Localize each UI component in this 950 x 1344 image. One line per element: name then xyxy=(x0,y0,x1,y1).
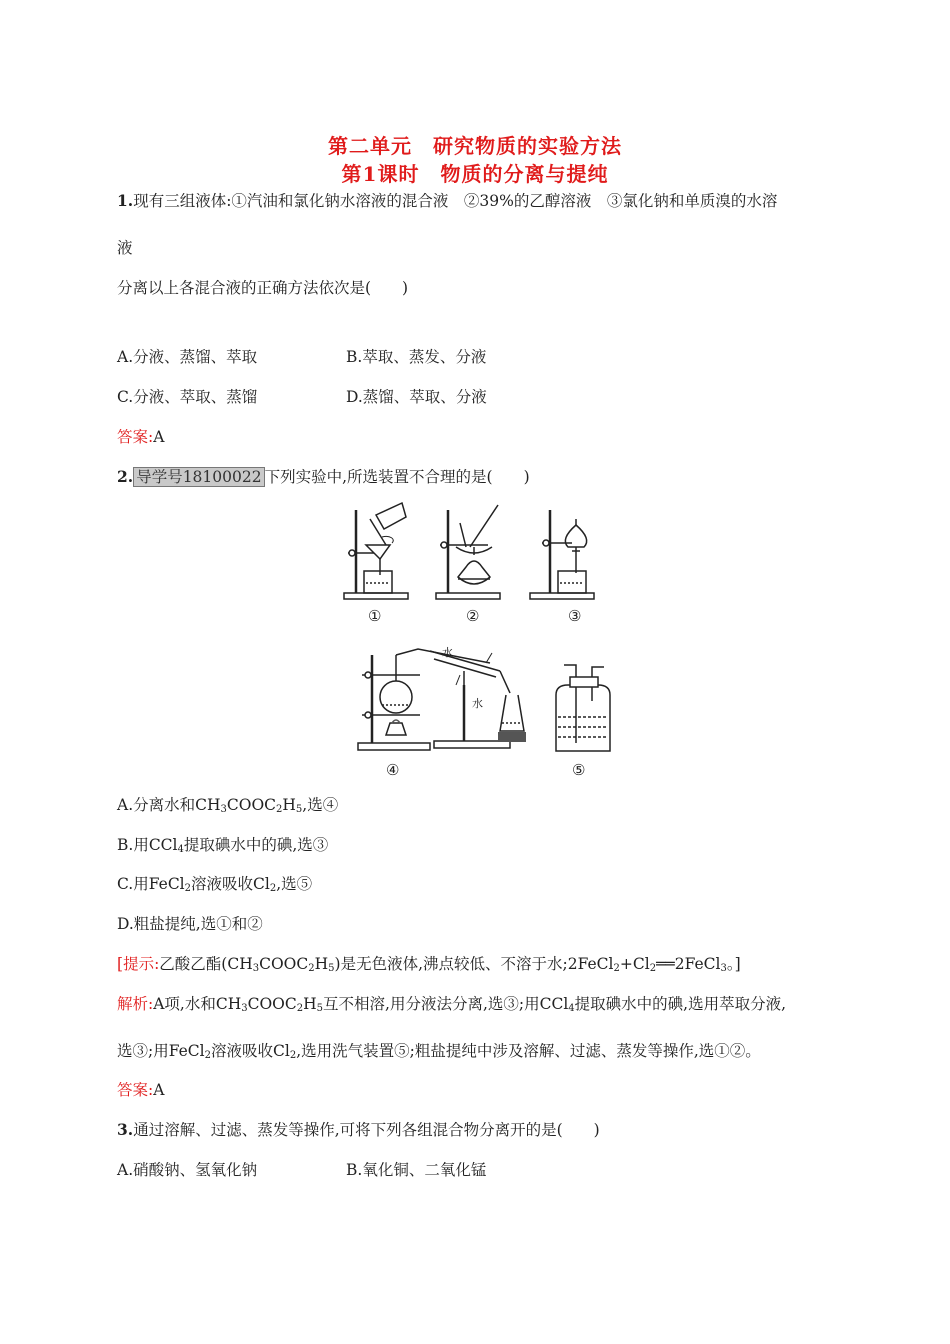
gas-washing-bottle xyxy=(556,665,610,751)
q1-question: 分离以上各混合液的正确方法依次是( ) xyxy=(117,279,409,297)
q2-option-c: C.用FeCl$_2$溶液吸收$Cl_2$,选⑤ xyxy=(117,875,313,894)
q3-stem xyxy=(117,1118,600,1140)
lesson-title: 第1课时 物质的分离与提纯 xyxy=(341,162,609,186)
label-1: ① xyxy=(368,607,382,625)
answer-value: A xyxy=(153,1081,165,1099)
q1-answer xyxy=(117,425,164,447)
q1-stem xyxy=(117,189,777,211)
evaporation-apparatus xyxy=(436,505,500,599)
q1-text: 现有三组液体:①汽油和氯化钠水溶液的混合液 ②39%的乙醇溶液 ③氯化钠和单质溴的水溶 xyxy=(133,192,778,210)
answer-label: 答案: xyxy=(117,1081,154,1099)
water-in-label: 水 xyxy=(472,697,483,710)
q2-stem xyxy=(117,465,530,487)
q2-answer xyxy=(117,1078,164,1100)
answer-label: 答案: xyxy=(117,428,154,446)
hint-label: 提示: xyxy=(123,955,160,973)
q3-text: 通过溶解、过滤、蒸发等操作,可将下列各组混合物分离开的是( ) xyxy=(133,1121,600,1139)
q3-option-a: A.硝酸钠、氢氧化钠 xyxy=(117,1161,258,1179)
q1-option-c: C.分液、萃取、蒸馏 xyxy=(117,388,258,406)
q2-option-a: A.分离水和$CH_3COOC_2H_5$,选④ xyxy=(117,796,339,815)
label-5: ⑤ xyxy=(572,761,586,779)
section-title: 第二单元 研究物质的实验方法 xyxy=(328,134,622,158)
q1-option-d: D.蒸馏、萃取、分液 xyxy=(346,388,487,406)
label-4: ④ xyxy=(386,761,400,779)
q2-analysis-1: 解析:A项,水和$CH_3COOC_2H_5$互不相溶,用分液法分离,选③;用CCl$_4$提取碘水中的碘,选用萃取分液, xyxy=(117,995,787,1014)
q2-hint: [提示:乙酸乙酯$(CH_3COOC_2H_5)$是无色液体,沸点较低、不溶于水$;2FeCl_2+Cl_2══2FeCl_3$。] xyxy=(117,955,741,974)
separating-funnel-apparatus xyxy=(530,510,594,599)
distillation-apparatus xyxy=(358,649,526,750)
apparatus-figure xyxy=(330,495,630,784)
label-3: ③ xyxy=(568,607,582,625)
q3-number: 3. xyxy=(117,1120,134,1139)
q2-option-d: D.粗盐提纯,选①和② xyxy=(117,915,263,933)
q1-number: 1. xyxy=(117,191,134,210)
q2-option-b: B.用CCl$_4$提取碘水中的碘,选③ xyxy=(117,836,329,855)
q1-option-a: A.分液、蒸馏、萃取 xyxy=(117,348,258,366)
guide-number-tag[interactable]: 导学号18100022 xyxy=(133,467,264,487)
filtration-apparatus xyxy=(344,503,408,599)
q3-option-b: B.氧化铜、二氧化锰 xyxy=(346,1161,487,1179)
water-out-label: 水 xyxy=(442,646,453,659)
analysis-label: 解析: xyxy=(117,995,154,1013)
q2-text: 下列实验中,所选装置不合理的是( ) xyxy=(264,468,530,486)
label-2: ② xyxy=(466,607,480,625)
q1-option-b: B.萃取、蒸发、分液 xyxy=(346,348,487,366)
answer-value: A xyxy=(153,428,165,446)
q2-analysis-2: 选③;用FeCl$_2$溶液吸收$Cl_2$,选用洗气装置⑤;粗盐提纯中涉及溶解、过滤、蒸发等操作,选①②。 xyxy=(117,1042,761,1061)
q1-stem-cont: 液 xyxy=(117,239,133,257)
q2-number: 2. xyxy=(117,467,134,486)
